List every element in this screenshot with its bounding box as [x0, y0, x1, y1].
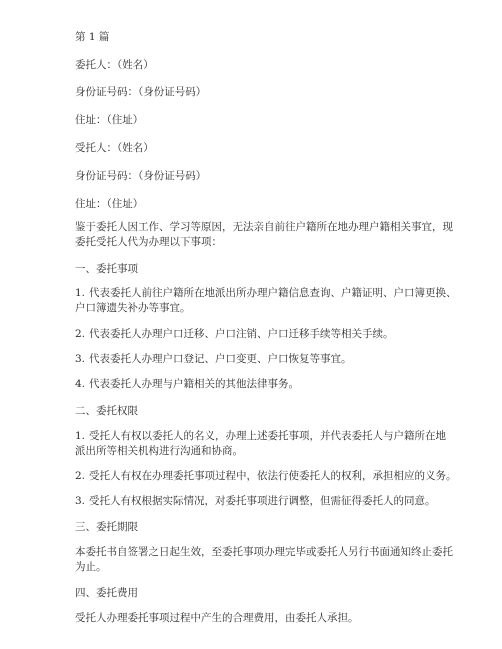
item-text-line-2: 户口簿遗失补办等事宜。	[75, 302, 191, 314]
intro-line-2: 委托受托人代为办理以下事项：	[75, 236, 222, 248]
item-text-line-1: 代表委托人办理与户籍相关的其他法律事务。	[89, 378, 300, 390]
section-3-title: 三、委托期限	[75, 521, 138, 533]
principal-address-line: 住址：（住址）	[75, 114, 144, 126]
item-number: 2.	[75, 328, 86, 340]
section-2-item-2	[75, 469, 457, 484]
section-3-line-2: 为止。	[75, 561, 107, 573]
item-text-line-1: 代表委托人办理户口登记、户口变更、户口恢复等事宜。	[89, 353, 352, 365]
item-number: 3.	[75, 495, 86, 507]
agent-address-line: 住址：（住址）	[75, 198, 144, 210]
agent-id-line: 身份证号码：（身份证号码）	[75, 170, 207, 182]
section-1-item-3	[75, 352, 352, 367]
section-2-title: 二、委托权限	[75, 405, 138, 417]
section-2-item-3	[75, 494, 436, 509]
item-text-line-1: 代表委托人办理户口迁移、户口注销、户口迁移手续等相关手续。	[89, 328, 394, 340]
item-number: 3.	[75, 353, 86, 365]
principal-name-line: 委托人：（姓名）	[75, 59, 154, 71]
item-number: 4.	[75, 378, 86, 390]
section-1-item-2	[75, 327, 394, 342]
item-number: 1.	[75, 287, 86, 299]
item-number: 1.	[75, 430, 86, 442]
item-text-line-1: 代表委托人前往户籍所在地派出所办理户籍信息查询、户籍证明、户口簿更换、	[89, 287, 457, 299]
page-heading: 第 1 篇	[75, 31, 110, 43]
section-3-paragraph	[75, 545, 453, 575]
section-3-line-1: 本委托书自签署之日起生效，至委托事项办理完毕或委托人另行书面通知终止委托	[75, 546, 453, 558]
item-text-line-1: 受托人有权在办理委托事项过程中，依法行使委托人的权利，承担相应的义务。	[89, 470, 457, 482]
item-text-line-1: 受托人有权以委托人的名义，办理上述委托事项，并代表委托人与户籍所在地	[89, 430, 447, 442]
section-4-line-1: 受托人办理委托事项过程中产生的合理费用，由委托人承担。	[75, 612, 359, 624]
intro-paragraph	[75, 220, 453, 250]
section-2-item-1	[75, 429, 446, 459]
agent-name-line: 受托人：（姓名）	[75, 142, 154, 154]
section-4-title: 四、委托费用	[75, 587, 138, 599]
section-1-item-4	[75, 377, 299, 392]
section-1-title: 一、委托事项	[75, 263, 138, 275]
item-text-line-2: 派出所等相关机构进行沟通和协商。	[75, 445, 243, 457]
item-text-line-1: 受托人有权根据实际情况，对委托事项进行调整，但需征得委托人的同意。	[89, 495, 436, 507]
intro-line-1: 鉴于委托人因工作、学习等原因，无法亲自前往户籍所在地办理户籍相关事宜，现	[75, 221, 453, 233]
section-1-item-1	[75, 286, 457, 316]
principal-id-line: 身份证号码：（身份证号码）	[75, 86, 207, 98]
item-number: 2.	[75, 470, 86, 482]
